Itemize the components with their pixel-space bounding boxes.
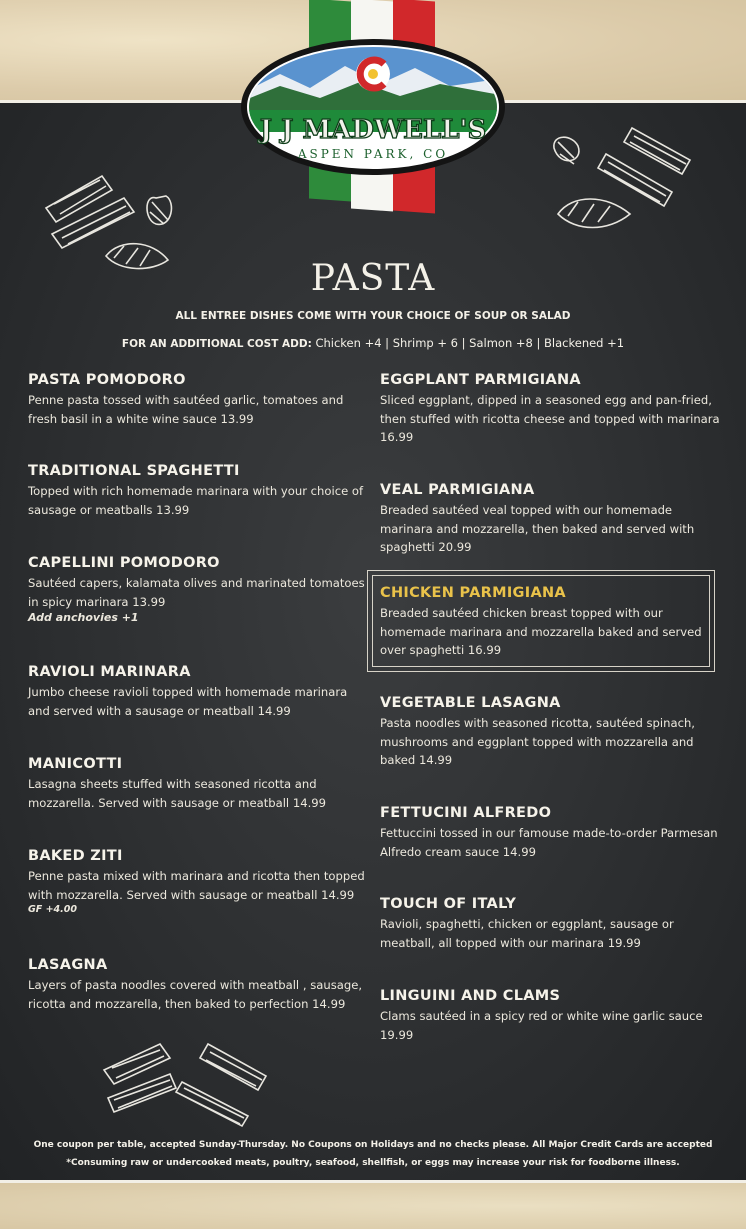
item-desc: Sautéed capers, kalamata olives and marinated tomatoes in spicy marinara 13.99 — [28, 576, 365, 609]
item-name: EGGPLANT PARMIGIANA — [380, 372, 581, 388]
item-desc: Topped with rich homemade marinara with your choice of sausage or meatballs 13.99 — [28, 484, 364, 517]
menu-item — [380, 372, 720, 447]
item-desc: Penne pasta tossed with sautéed garlic, tomatoes and fresh basil in a white wine sauce 13.99 — [28, 393, 344, 426]
item-name: TOUCH OF ITALY — [380, 896, 517, 912]
menu-item — [380, 896, 720, 952]
item-name: PASTA POMODORO — [28, 372, 186, 388]
item-name: LINGUINI AND CLAMS — [380, 988, 561, 1004]
item-name: TRADITIONAL SPAGHETTI — [28, 463, 240, 479]
addons-list: Chicken +4 | Shrimp + 6 | Salmon +8 | Blackened +1 — [315, 336, 625, 350]
health-disclaimer: *Consuming raw or undercooked meats, poultry, seafood, shellfish, or eggs may increase your risk for foodborne illness. — [66, 1158, 680, 1168]
item-note: GF +4.00 — [28, 904, 77, 915]
item-desc: Layers of pasta noodles covered with meatball , sausage, ricotta and mozzarella, then baked to perfection 14.99 — [28, 978, 363, 1011]
item-desc: Penne pasta mixed with marinara and ricotta then topped with mozzarella. Served with sausage or meatball 14.99 — [28, 869, 365, 902]
item-note: Add anchovies +1 — [28, 611, 139, 624]
menu-item — [28, 756, 368, 812]
item-desc: Fettuccini tossed in our famouse made-to-order Parmesan Alfredo cream sauce 14.99 — [380, 826, 718, 859]
menu-item — [380, 988, 720, 1044]
addons-line — [0, 336, 746, 350]
menu-item — [380, 805, 730, 861]
menu-item — [28, 848, 368, 915]
menu-item — [380, 482, 720, 557]
item-desc: Clams sautéed in a spicy red or white wine garlic sauce 19.99 — [380, 1009, 703, 1042]
item-desc: Ravioli, spaghetti, chicken or eggplant, sausage or meatball, all topped with our marinara 19.99 — [380, 917, 674, 950]
item-name: LASAGNA — [28, 957, 108, 973]
menu-item — [28, 372, 368, 428]
item-name: VEGETABLE LASAGNA — [380, 695, 561, 711]
item-desc: Sliced eggplant, dipped in a seasoned egg and pan-fried, then stuffed with ricotta cheese and topped with marinara 16.99 — [380, 393, 720, 444]
parchment-bottom — [0, 1183, 746, 1229]
colorado-emblem-icon — [356, 57, 390, 91]
item-name: MANICOTTI — [28, 756, 123, 772]
pasta-sketch-icon — [548, 120, 698, 250]
coupon-policy: One coupon per table, accepted Sunday-Thursday. No Coupons on Holidays and no checks please. All Major Credit Cards are accepted — [33, 1140, 713, 1150]
menu-item — [28, 664, 368, 720]
pasta-sketch-icon — [98, 1038, 278, 1128]
item-desc: Lasagna sheets stuffed with seasoned ricotta and mozzarella. Served with sausage or meatball 14.99 — [28, 777, 327, 810]
item-desc: Pasta noodles with seasoned ricotta, sautéed spinach, mushrooms and eggplant topped with mozzarella and baked 14.99 — [380, 716, 695, 767]
restaurant-logo — [240, 38, 506, 176]
item-name: CHICKEN PARMIGIANA — [380, 585, 566, 601]
item-name: RAVIOLI MARINARA — [28, 664, 191, 680]
item-name: VEAL PARMIGIANA — [380, 482, 535, 498]
item-desc: Breaded sautéed veal topped with our homemade marinara and mozzarella, then baked and served with spaghetti 20.99 — [380, 503, 695, 554]
addons-label: FOR AN ADDITIONAL COST ADD: — [121, 338, 312, 350]
menu-item — [28, 463, 368, 519]
featured-menu-item — [380, 585, 710, 660]
logo-location: ASPEN PARK, CO — [297, 147, 449, 161]
logo-name: J J MADWELL'S — [259, 115, 487, 145]
menu-item — [28, 957, 368, 1013]
menu-item — [28, 555, 368, 624]
subtitle: ALL ENTREE DISHES COME WITH YOUR CHOICE OF SOUP OR SALAD — [175, 310, 571, 322]
item-name: CAPELLINI POMODORO — [28, 555, 220, 571]
item-desc: Jumbo cheese ravioli topped with homemade marinara and served with a sausage or meatball 14.99 — [28, 685, 348, 718]
item-name: BAKED ZITI — [28, 848, 123, 864]
item-name: FETTUCINI ALFREDO — [380, 805, 552, 821]
menu-item — [380, 695, 720, 770]
item-desc: Breaded sautéed chicken breast topped with our homemade marinara and mozzarella baked and served over spaghetti 16.99 — [380, 606, 702, 657]
page-title: PASTA — [310, 258, 436, 299]
